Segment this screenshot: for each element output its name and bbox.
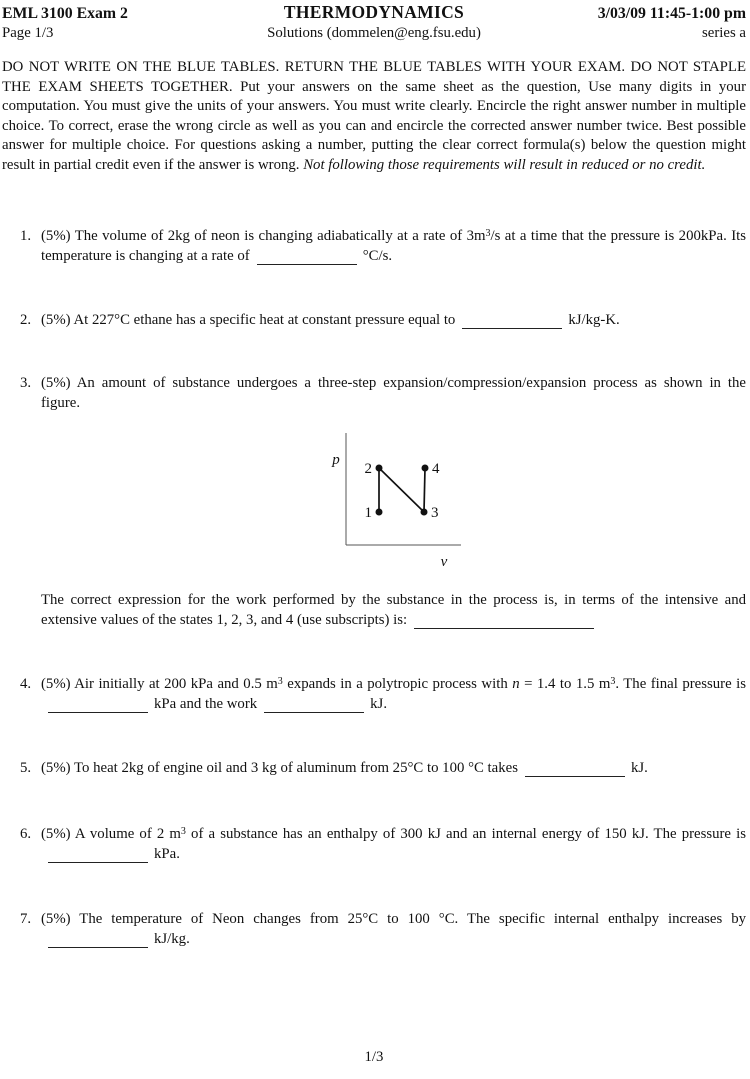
instructions-main-text: DO NOT WRITE ON THE BLUE TABLES. RETURN THE BLUE TABLES WITH YOUR EXAM. DO NOT STAPLE THE EXAM SHEETS TOGETHER. Put your answers on the same sheet as the question, Use many digits in your computation. You must give the units of your answers. You must write clearly. Encircle the right answer number in multiple choice. To correct, erase the wrong circle as well as you can and encircle the corrected answer number twice. Best possible answer for multiple choice. For questions asking a number, putting the clear correct formula(s) below the question might result in partial credit even if the answer is wrong. — [2, 59, 746, 173]
state-point-3 — [421, 509, 428, 516]
q4-tail: kJ. — [370, 695, 388, 712]
q1-mid: /s at a time that the pressure is 200kPa. Its temperature is changing at a rate of — [41, 228, 746, 264]
q4-superscript-2: 3 — [610, 676, 616, 687]
question-3-number: 3. — [20, 375, 32, 391]
question-6 — [2, 825, 746, 864]
q3-outro: The correct expression for the work performed by the substance in the process is, in terms of the intensive and extensive values of the states 1, 2, 3, and 4 (use subscripts) is: — [41, 592, 746, 628]
answer-blank-q6 — [48, 848, 148, 862]
answer-blank-q2 — [462, 315, 562, 329]
answer-blank-q4-work — [264, 698, 364, 712]
state-label-2: 2 — [364, 461, 372, 477]
question-2-text — [41, 311, 746, 331]
q4-variable-n: n — [512, 676, 520, 692]
state-label-1: 1 — [364, 505, 372, 521]
series-label: series a — [702, 24, 746, 41]
footer-page-indicator: 1/3 — [364, 1049, 384, 1065]
page-footer — [2, 1048, 746, 1068]
question-3-continuation — [2, 591, 746, 630]
q4-mid3: . The final pressure is — [615, 676, 746, 692]
q5-lead: (5%) To heat 2kg of engine oil and 3 kg of aluminum from 25°C to 100 °C takes — [41, 760, 518, 776]
question-4 — [2, 675, 746, 714]
page-label: Page 1/3 — [2, 24, 54, 41]
q6-superscript: 3 — [180, 826, 186, 837]
question-1 — [2, 227, 746, 266]
answer-blank-q5 — [525, 763, 625, 777]
question-3-text — [41, 374, 746, 413]
question-7-number: 7. — [20, 911, 32, 927]
q1-tail: °C/s. — [362, 247, 393, 264]
instructions-paragraph — [2, 58, 746, 175]
q7-lead: (5%) The temperature of Neon changes from 25°C to 100 °C. The specific internal enthalpy increases by — [41, 911, 746, 927]
process-line-2-3 — [379, 468, 424, 512]
q6-tail: kPa. — [154, 845, 180, 862]
exam-datetime: 3/03/09 11:45-1:00 pm — [597, 5, 746, 22]
q4-lead: (5%) Air initially at 200 kPa and 0.5 m — [41, 676, 278, 692]
question-6-number: 6. — [20, 826, 32, 842]
state-label-3: 3 — [431, 505, 439, 521]
process-line-3-4 — [424, 468, 425, 512]
question-2-number: 2. — [20, 312, 32, 328]
question-3-continuation-text — [41, 591, 746, 630]
question-3 — [2, 374, 746, 413]
q2-lead: (5%) At 227°C ethane has a specific heat at constant pressure equal to — [41, 312, 456, 328]
q4-superscript-1: 3 — [277, 676, 283, 687]
q4-mid2: = 1.4 to 1.5 m — [519, 676, 611, 692]
exam-subtitle: Solutions (dommelen@eng.fsu.edu) — [267, 24, 481, 41]
answer-blank-q7 — [48, 933, 148, 947]
q1-superscript: 3 — [485, 228, 491, 239]
header-row-1 — [2, 3, 746, 24]
state-point-2 — [376, 465, 383, 472]
question-6-text — [41, 825, 746, 864]
question-1-number: 1. — [20, 228, 32, 244]
answer-blank-q4-pressure — [48, 698, 148, 712]
question-4-number: 4. — [20, 676, 32, 692]
q3-lead: (5%) An amount of substance undergoes a three-step expansion/compression/expansion process as shown in the figure. — [41, 375, 746, 411]
q2-tail: kJ/kg-K. — [568, 312, 620, 328]
question-4-text — [41, 675, 746, 714]
q5-tail: kJ. — [630, 760, 648, 776]
question-5-text — [41, 759, 746, 779]
pv-diagram-figure — [323, 428, 473, 576]
state-point-4 — [422, 465, 429, 472]
exam-title: THERMODYNAMICS — [283, 2, 465, 22]
q6-lead: (5%) A volume of 2 m — [41, 826, 181, 842]
page-header — [2, 3, 746, 43]
q7-tail: kJ/kg. — [154, 930, 190, 947]
answer-blank-q1 — [257, 250, 357, 264]
question-2 — [2, 311, 746, 331]
question-5-number: 5. — [20, 760, 32, 776]
state-label-4: 4 — [432, 461, 440, 477]
question-5 — [2, 759, 746, 779]
answer-blank-q3 — [414, 614, 594, 628]
y-axis-label: p — [332, 452, 340, 468]
instructions-emphasis-text: Not following those requirements will result in reduced or no credit. — [303, 156, 706, 173]
state-point-1 — [376, 509, 383, 516]
q4-between: kPa and the work — [154, 695, 258, 712]
course-code: EML 3100 Exam 2 — [2, 5, 128, 22]
q1-lead: (5%) The volume of 2kg of neon is changing adiabatically at a rate of 3m — [41, 228, 486, 244]
header-row-2 — [2, 24, 746, 44]
question-1-text — [41, 227, 746, 266]
x-axis-label: v — [440, 554, 448, 570]
q6-mid: of a substance has an enthalpy of 300 kJ and an internal energy of 150 kJ. The pressure is — [185, 826, 746, 842]
question-7 — [2, 910, 746, 949]
question-7-text — [41, 910, 746, 949]
q4-mid1: expands in a polytropic process with — [282, 676, 513, 692]
